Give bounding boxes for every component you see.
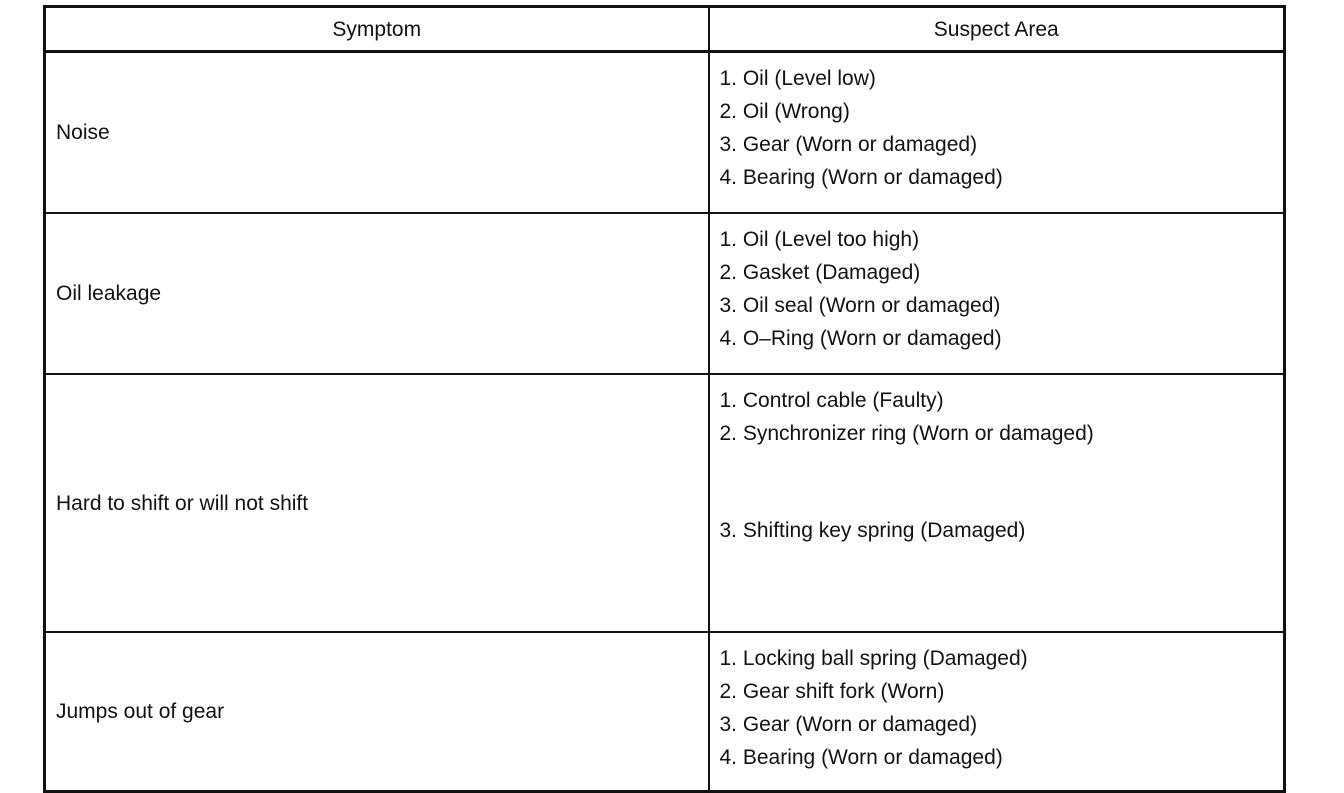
suspect-item: 4. Bearing (Worn or damaged): [719, 746, 1003, 769]
table-row: [45, 374, 1285, 632]
symptom-cell: Jumps out of gear: [45, 632, 709, 792]
suspect-item: 1. Oil (Level too high): [719, 228, 920, 251]
suspect-item: 4. Bearing (Worn or damaged): [719, 166, 1003, 189]
suspect-area-cell: [709, 374, 1285, 632]
table-row: [45, 213, 1285, 374]
suspect-item: 4. O–Ring (Worn or damaged): [719, 327, 1002, 350]
suspect-item: 2. Gear shift fork (Worn): [719, 680, 945, 703]
suspect-item: 3. Gear (Worn or damaged): [719, 133, 978, 156]
suspect-item: 1. Locking ball spring (Damaged): [719, 647, 1028, 670]
header-symptom: Symptom: [45, 7, 709, 52]
suspect-area-cell: [709, 213, 1285, 374]
troubleshooting-table: [43, 5, 1286, 793]
suspect-item: 3. Gear (Worn or damaged): [719, 713, 978, 736]
header-suspect-area: Suspect Area: [709, 7, 1285, 52]
suspect-area-cell: [709, 632, 1285, 792]
suspect-item: 2. Synchronizer ring (Worn or damaged): [719, 422, 1094, 445]
suspect-item: 2. Oil (Wrong): [719, 100, 850, 123]
symptom-cell: Oil leakage: [45, 213, 709, 374]
header-row: [45, 7, 1285, 52]
suspect-item: 3. Shifting key spring (Damaged): [719, 519, 1026, 542]
symptom-cell: Hard to shift or will not shift: [45, 374, 709, 632]
table-row: [45, 52, 1285, 214]
suspect-item: 2. Gasket (Damaged): [719, 261, 921, 284]
suspect-item: 3. Oil seal (Worn or damaged): [719, 294, 1001, 317]
suspect-item: 1. Control cable (Faulty): [719, 389, 944, 412]
suspect-area-cell: [709, 52, 1285, 214]
symptom-cell: Noise: [45, 52, 709, 214]
suspect-item: 1. Oil (Level low): [719, 67, 876, 90]
spacer: [720, 450, 1274, 514]
table-row: [45, 632, 1285, 792]
